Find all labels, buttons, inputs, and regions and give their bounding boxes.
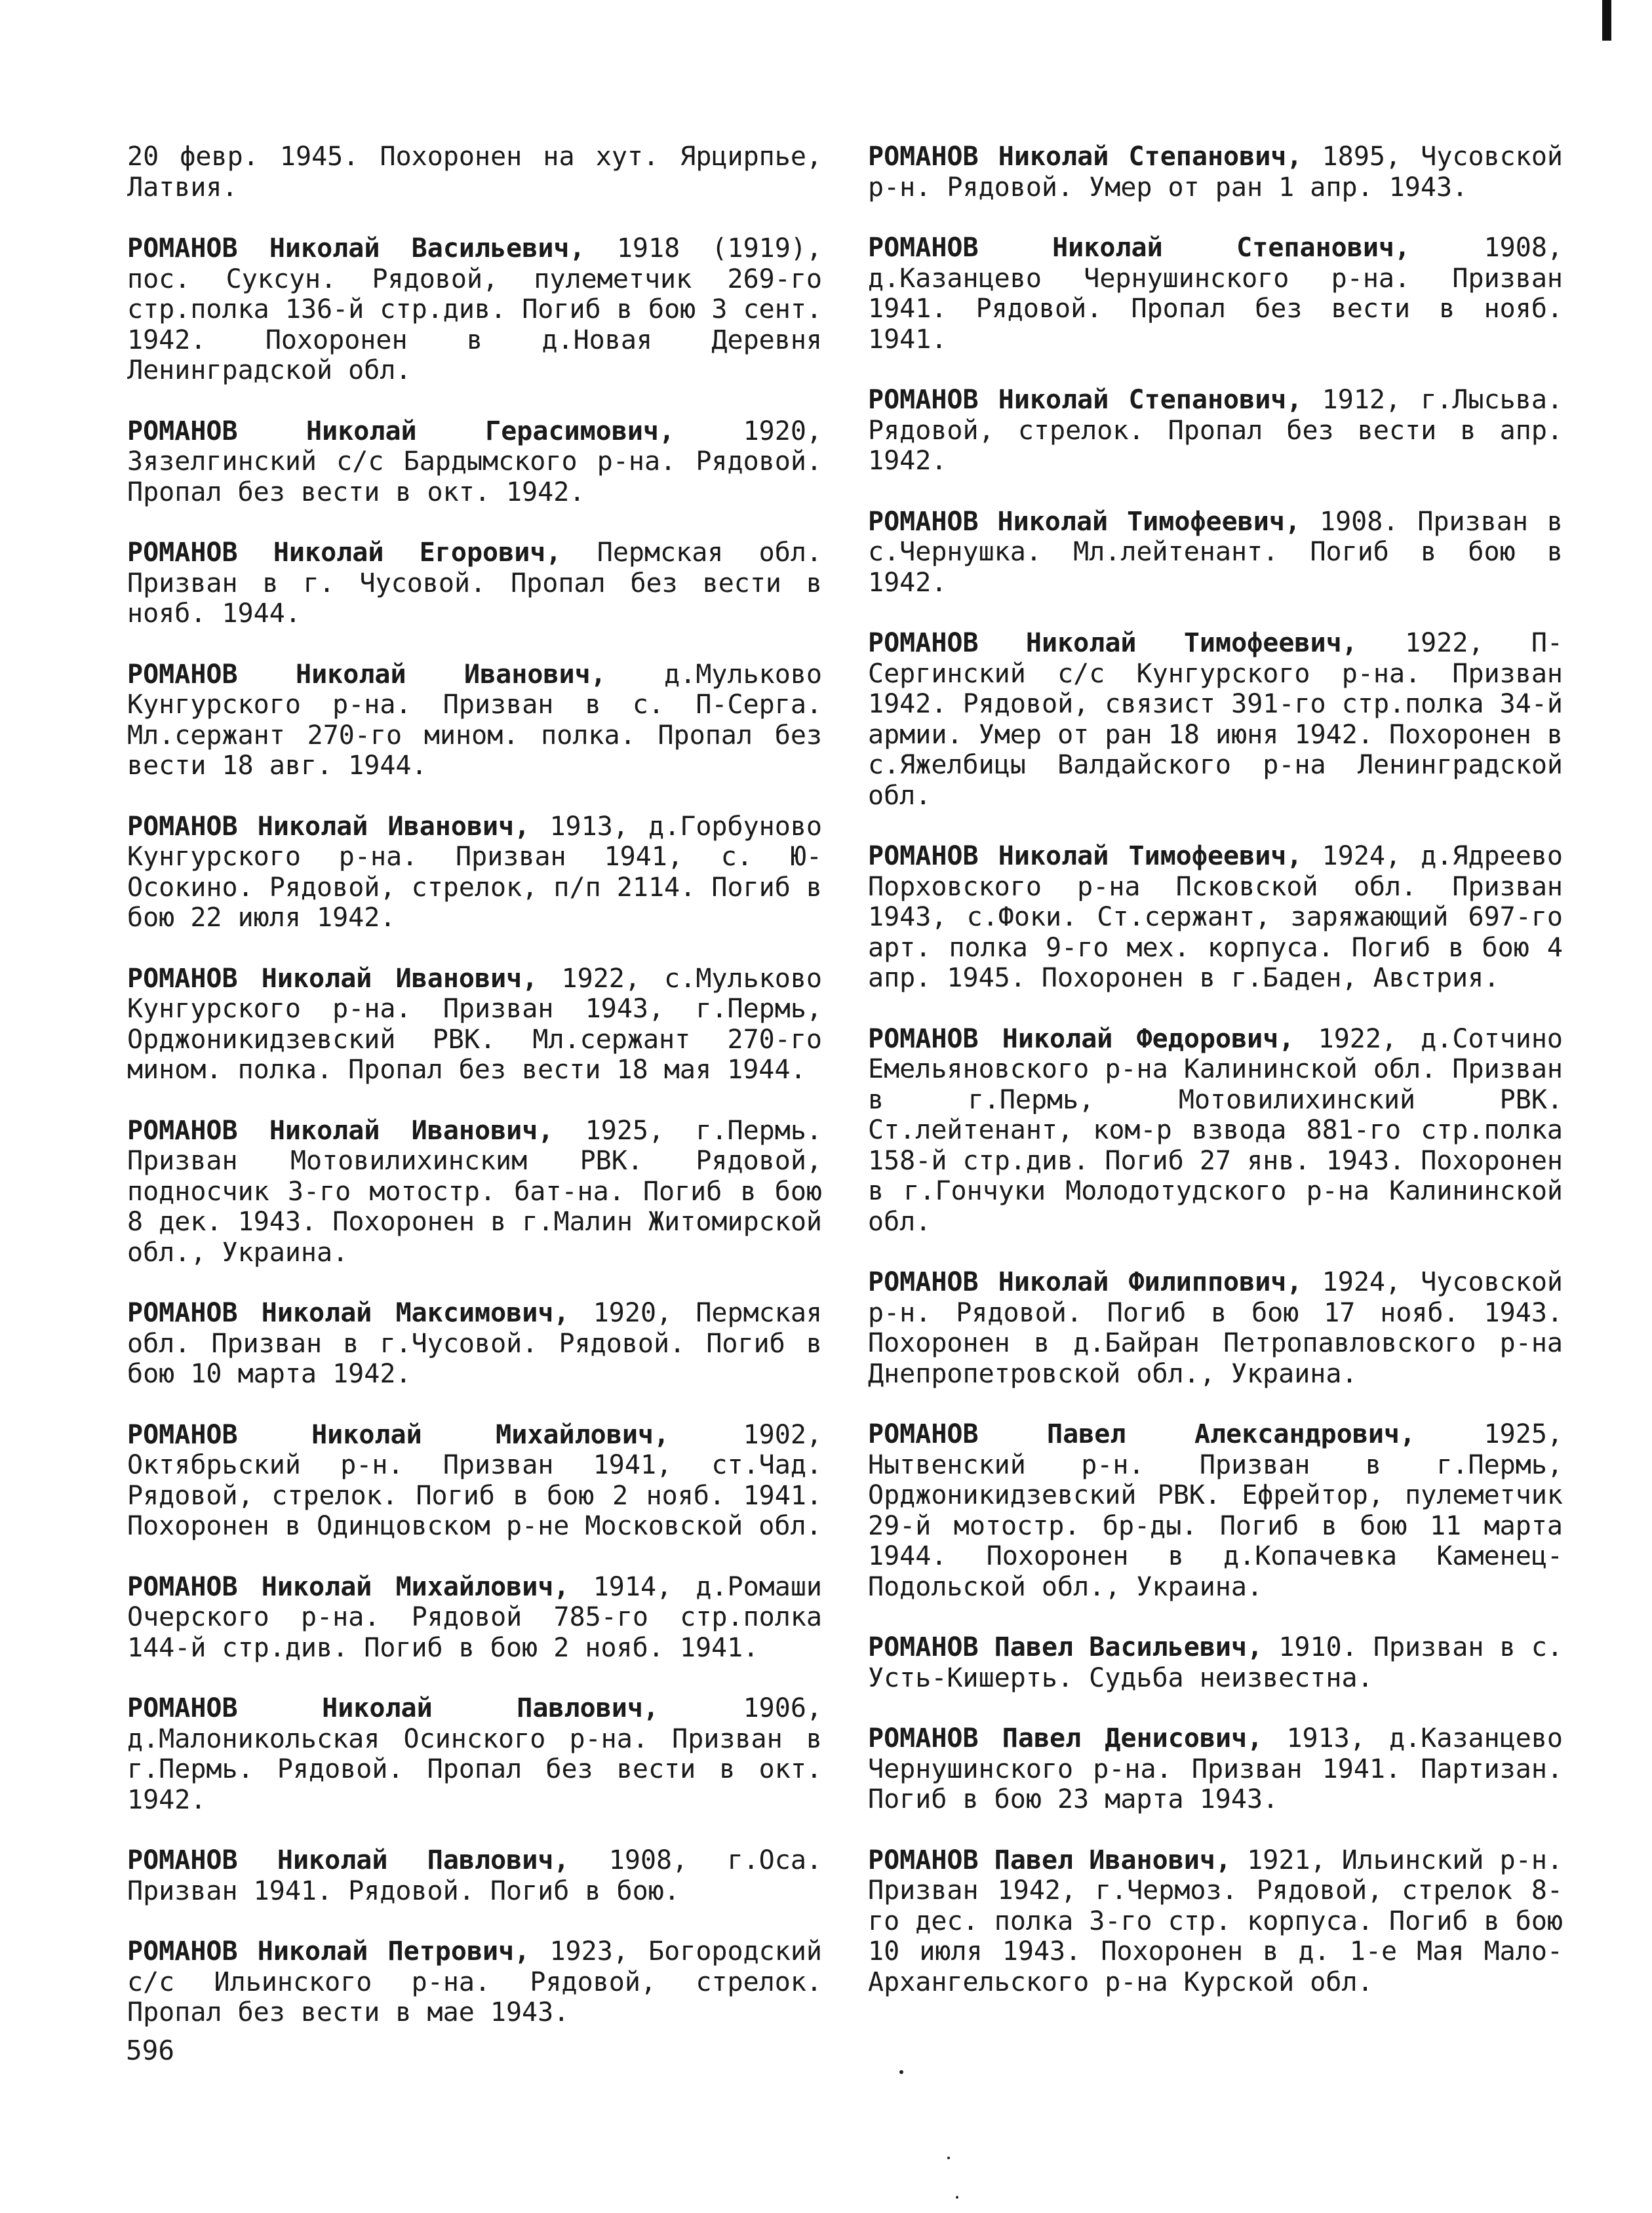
entry-name: РОМАНОВ Николай Иванович,	[127, 1115, 554, 1146]
entry-name: РОМАНОВ Николай Васильевич,	[127, 233, 585, 264]
entry-name: РОМАНОВ Николай Павлович,	[127, 1845, 570, 1875]
entry-name: РОМАНОВ Николай Федорович,	[868, 1023, 1295, 1054]
right-column	[868, 142, 1563, 2027]
entry-name: РОМАНОВ Николай Максимович,	[127, 1298, 570, 1328]
entry-text: 20 февр. 1945. Похоронен на хут. Ярцирпье, Латвия.	[127, 142, 822, 203]
entry-name: РОМАНОВ Павел Иванович,	[868, 1845, 1232, 1875]
entry-name: РОМАНОВ Николай Иванович,	[127, 811, 530, 842]
entry-name: РОМАНОВ Николай Герасимович,	[127, 416, 675, 446]
entry-text: 1922, П-Сергинский с/с Кунгурского р-на. Призван 1942. Рядовой, связист 391-го стр.полка 34-й армии. Умер от ран 18 июня 1942. Похоронен в с.Яжелбицы Валдайского р-на Ленинградской обл.	[868, 628, 1563, 811]
list-item	[127, 1572, 822, 1664]
list-item	[127, 1298, 822, 1390]
list-item	[127, 1845, 822, 1906]
list-item	[127, 1420, 822, 1542]
entry-name: РОМАНОВ Николай Степанович,	[868, 142, 1303, 172]
entry-name: РОМАНОВ Николай Степанович,	[868, 233, 1411, 263]
list-item	[127, 538, 822, 629]
entry-name: РОМАНОВ Николай Егорович,	[127, 538, 562, 568]
entry-name: РОМАНОВ Николай Павлович,	[127, 1693, 659, 1723]
scan-corner-mark	[1602, 0, 1611, 41]
entry-text: 1924, д.Ядреево Порховского р-на Псковской обл. Призван 1943, с.Фоки. Ст.сержант, заряжающий 697-го арт. полка 9-го мех. корпуса. Погиб в бою 4 апр. 1945. Похоронен в г.Баден, Австрия.	[868, 841, 1563, 993]
list-item	[868, 1723, 1563, 1815]
entry-text: 1922, с.Мульково Кунгурского р-на. Призван 1943, г.Пермь, Орджоникидзевский РВК. Мл.сержант 270-го мином. полка. Пропал без вести 18 мая 1944.	[127, 963, 822, 1085]
entry-name: РОМАНОВ Павел Денисович,	[868, 1723, 1263, 1753]
list-item	[868, 142, 1563, 203]
entry-text: 1922, д.Сотчино Емельяновского р-на Калининской обл. Призван в г.Пермь, Мотовилихинский РВК. Ст.лейтенант, ком-р взвода 881-го стр.полка 158-й стр.див. Погиб 27 янв. 1943. Похоронен в г.Гончуки Молодотудского р-на Калининской обл.	[868, 1023, 1563, 1237]
list-item	[127, 142, 822, 203]
list-item	[127, 964, 822, 1086]
entry-text: 1920, Пермская обл. Призван в г.Чусовой. Рядовой. Погиб в бою 10 марта 1942.	[127, 1298, 823, 1389]
entry-text: 1925, г.Пермь. Призван Мотовилихинским РВК. Рядовой, подносчик 3-го мотостр. бат-на. Погиб в бою 8 дек. 1943. Похоронен в г.Малин Житомирской обл., Украина.	[127, 1115, 822, 1268]
entry-text: 1924, Чусовской р-н. Рядовой. Погиб в бою 17 нояб. 1943. Похоронен в д.Байран Петропавловского р-на Днепропетровской обл., Украина.	[868, 1267, 1563, 1389]
list-item	[127, 1936, 822, 2028]
entry-text: 1918 (1919), пос. Суксун. Рядовой, пулеметчик 269-го стр.полка 136-й стр.див. Погиб в бою 3 сент. 1942. Похоронен в д.Новая Деревня Ленинградской обл.	[127, 233, 822, 385]
list-item	[868, 1845, 1563, 1998]
list-item	[868, 841, 1563, 994]
scan-speck	[956, 2196, 958, 2199]
entry-name: РОМАНОВ Николай Иванович,	[127, 659, 606, 690]
list-item	[868, 385, 1563, 477]
list-item	[868, 628, 1563, 811]
entry-name: РОМАНОВ Павел Александрович,	[868, 1419, 1416, 1449]
entry-text: 1908, г.Оса. Призван 1941. Рядовой. Погиб в бою.	[127, 1845, 822, 1906]
entry-text: 1902, Октябрьский р-н. Призван 1941, ст.Чад. Рядовой, стрелок. Погиб в бою 2 нояб. 1941. Похоронен в Одинцовском р-не Московской обл.	[127, 1419, 822, 1541]
list-item	[127, 233, 822, 386]
list-item	[868, 1419, 1563, 1602]
entry-name: РОМАНОВ Николай Степанович,	[868, 385, 1303, 415]
entry-text: 1925, Нытвенский р-н. Призван в г.Пермь, Орджоникидзевский РВК. Ефрейтор, пулеметчик 29-й мотостр. бр-ды. Погиб в бою 11 марта 1944. Похоронен в д.Копачевка Каменец-Подольской обл., Украина.	[868, 1419, 1564, 1602]
entry-name: РОМАНОВ Николай Тимофеевич,	[868, 841, 1303, 871]
entry-text: 1910. Призван в с. Усть-Кишерть. Судьба неизвестна.	[868, 1632, 1563, 1693]
list-item	[127, 1116, 822, 1268]
entry-name: РОМАНОВ Николай Михайлович,	[127, 1571, 570, 1602]
list-item	[868, 1267, 1563, 1389]
entry-text: 1913, д.Горбуново Кунгурского р-на. Призван 1941, с. Ю-Осокино. Рядовой, стрелок, п/п 2114. Погиб в бою 22 июля 1942.	[127, 811, 822, 933]
entry-text: 1913, д.Казанцево Чернушинского р-на. Призван 1941. Партизан. Погиб в бою 23 марта 1943.	[868, 1723, 1563, 1814]
entry-text: 1906, д.Малоникольская Осинского р-на. Призван в г.Пермь. Рядовой. Пропал без вести в окт. 1942.	[127, 1693, 822, 1815]
entry-text: 1908. Призван в с.Чернушка. Мл.лейтенант. Погиб в бою в 1942.	[868, 506, 1564, 598]
entry-text: 1920, Зязелгинский с/с Бардымского р-на. Рядовой. Пропал без вести в окт. 1942.	[127, 416, 823, 507]
entry-text: 1923, Богородский с/с Ильинского р-на. Рядовой, стрелок. Пропал без вести в мае 1943.	[127, 1936, 822, 2027]
list-item	[127, 1693, 822, 1815]
list-item	[868, 1632, 1563, 1693]
entry-text: 1921, Ильинский р-н. Призван 1942, г.Чермоз. Рядовой, стрелок 8-го дес. полка 3-го стр. корпуса. Погиб в бою 10 июля 1943. Похоронен в д. 1-е Мая Мало-Архангельского р-на Курской обл.	[868, 1845, 1563, 1997]
list-item	[868, 233, 1563, 355]
entry-text: д.Мульково Кунгурского р-на. Призван в с. П-Серга. Мл.сержант 270-го мином. полка. Пропал без вести 18 авг. 1944.	[127, 659, 822, 781]
entry-text: 1908, д.Казанцево Чернушинского р-на. Призван 1941. Рядовой. Пропал без вести в нояб. 1941.	[868, 233, 1563, 355]
list-item	[127, 416, 822, 508]
entry-text: 1895, Чусовской р-н. Рядовой. Умер от ран 1 апр. 1943.	[868, 142, 1563, 203]
entry-name: РОМАНОВ Николай Михайлович,	[127, 1419, 670, 1450]
scan-speck	[899, 2070, 903, 2074]
entry-name: РОМАНОВ Николай Филиппович,	[868, 1267, 1303, 1297]
list-item	[868, 1024, 1563, 1238]
entry-name: РОМАНОВ Николай Петрович,	[127, 1936, 530, 1967]
entry-name: РОМАНОВ Павел Васильевич,	[868, 1632, 1263, 1662]
entry-name: РОМАНОВ Николай Тимофеевич,	[868, 506, 1301, 537]
page-number: 596	[126, 2035, 175, 2066]
entry-name: РОМАНОВ Николай Иванович,	[127, 963, 538, 994]
left-column	[127, 142, 822, 2058]
entry-text: Пермская обл. Призван в г. Чусовой. Пропал без вести в нояб. 1944.	[127, 538, 822, 629]
list-item	[127, 659, 822, 781]
list-item	[868, 507, 1563, 598]
entry-text: 1912, г.Лысьва. Рядовой, стрелок. Пропал без вести в апр. 1942.	[868, 385, 1563, 476]
entry-name: РОМАНОВ Николай Тимофеевич,	[868, 628, 1358, 658]
entry-text: 1914, д.Ромаши Очерского р-на. Рядовой 785-го стр.полка 144-й стр.див. Погиб в бою 2 нояб. 1941.	[127, 1571, 823, 1663]
list-item	[127, 812, 822, 933]
scan-speck	[947, 2157, 950, 2159]
